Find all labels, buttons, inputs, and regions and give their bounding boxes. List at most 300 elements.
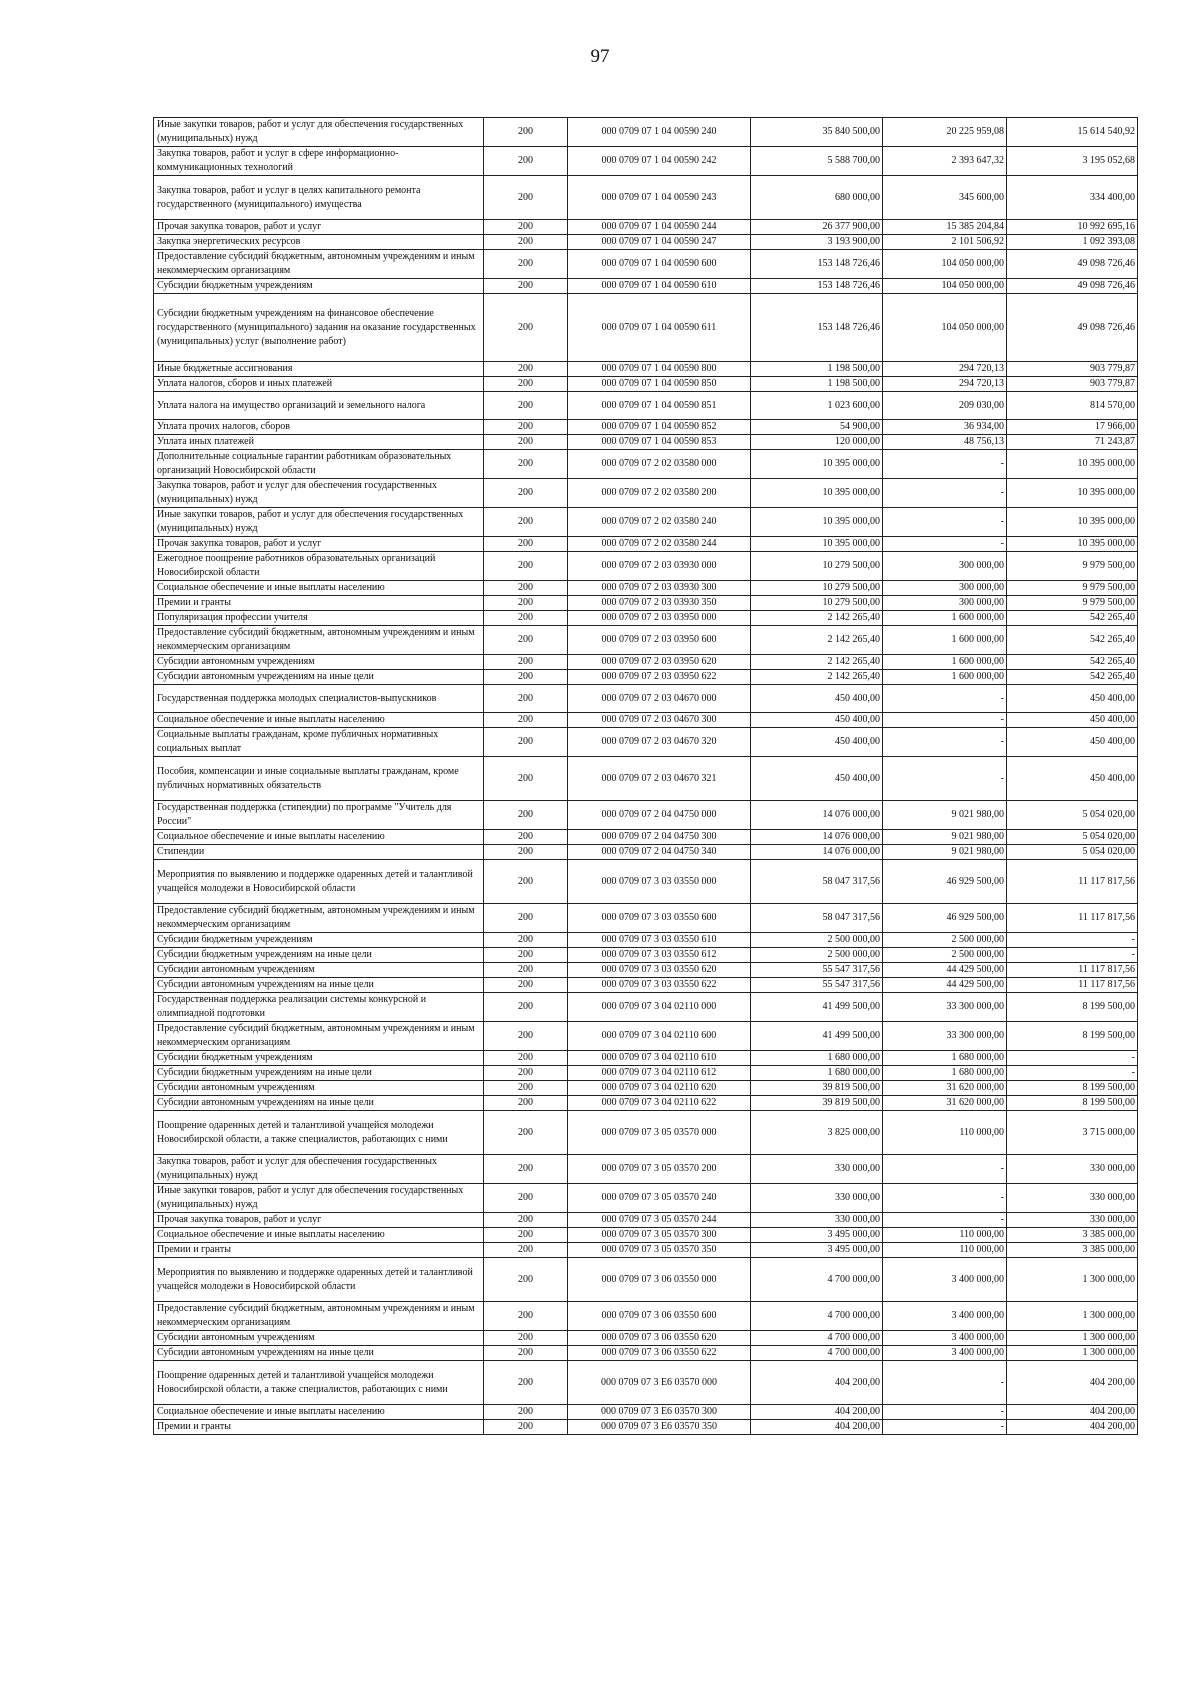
row-name: Субсидии автономным учреждениям на иные цели bbox=[154, 1096, 484, 1111]
row-name: Мероприятия по выявлению и поддержке одаренных детей и талантливой учащейся молодежи в Новосибирской области bbox=[154, 1258, 484, 1302]
row-remaining: 15 614 540,92 bbox=[1007, 118, 1138, 147]
row-remaining: 11 117 817,56 bbox=[1007, 963, 1138, 978]
row-executed: - bbox=[883, 508, 1007, 537]
row-executed: 31 620 000,00 bbox=[883, 1096, 1007, 1111]
row-executed: 110 000,00 bbox=[883, 1243, 1007, 1258]
row-name: Субсидии автономным учреждениям на иные цели bbox=[154, 1346, 484, 1361]
row-remaining: 5 054 020,00 bbox=[1007, 845, 1138, 860]
row-approved: 5 588 700,00 bbox=[751, 147, 883, 176]
row-budget-code: 000 0709 07 1 04 00590 600 bbox=[568, 250, 751, 279]
row-executed: - bbox=[883, 1155, 1007, 1184]
table-row bbox=[154, 830, 1138, 845]
row-budget-code: 000 0709 07 3 05 03570 240 bbox=[568, 1184, 751, 1213]
row-name: Закупка энергетических ресурсов bbox=[154, 235, 484, 250]
row-budget-code: 000 0709 07 3 05 03570 350 bbox=[568, 1243, 751, 1258]
row-budget-code: 000 0709 07 1 04 00590 240 bbox=[568, 118, 751, 147]
row-approved: 1 680 000,00 bbox=[751, 1066, 883, 1081]
table-row bbox=[154, 596, 1138, 611]
row-name: Субсидии автономным учреждениям bbox=[154, 1081, 484, 1096]
table-row bbox=[154, 845, 1138, 860]
row-remaining: 404 200,00 bbox=[1007, 1405, 1138, 1420]
row-name: Уплата прочих налогов, сборов bbox=[154, 420, 484, 435]
row-approved: 10 279 500,00 bbox=[751, 596, 883, 611]
row-approved: 4 700 000,00 bbox=[751, 1258, 883, 1302]
row-approved: 26 377 900,00 bbox=[751, 220, 883, 235]
row-executed: - bbox=[883, 1184, 1007, 1213]
row-approved: 153 148 726,46 bbox=[751, 294, 883, 362]
row-budget-code: 000 0709 07 3 05 03570 200 bbox=[568, 1155, 751, 1184]
row-executed: 2 500 000,00 bbox=[883, 948, 1007, 963]
row-admin-code: 200 bbox=[484, 581, 568, 596]
row-admin-code: 200 bbox=[484, 963, 568, 978]
row-budget-code: 000 0709 07 1 04 00590 247 bbox=[568, 235, 751, 250]
row-remaining: 1 300 000,00 bbox=[1007, 1346, 1138, 1361]
row-admin-code: 200 bbox=[484, 728, 568, 757]
row-admin-code: 200 bbox=[484, 235, 568, 250]
row-remaining: 10 395 000,00 bbox=[1007, 479, 1138, 508]
table-row bbox=[154, 948, 1138, 963]
row-budget-code: 000 0709 07 3 05 03570 300 bbox=[568, 1228, 751, 1243]
row-budget-code: 000 0709 07 3 06 03550 000 bbox=[568, 1258, 751, 1302]
row-remaining: 1 300 000,00 bbox=[1007, 1331, 1138, 1346]
row-budget-code: 000 0709 07 3 05 03570 000 bbox=[568, 1111, 751, 1155]
row-name: Социальное обеспечение и иные выплаты населению bbox=[154, 713, 484, 728]
row-remaining: 71 243,87 bbox=[1007, 435, 1138, 450]
table-row bbox=[154, 860, 1138, 904]
row-executed: 33 300 000,00 bbox=[883, 1022, 1007, 1051]
row-admin-code: 200 bbox=[484, 1258, 568, 1302]
row-budget-code: 000 0709 07 2 03 04670 320 bbox=[568, 728, 751, 757]
row-executed: 48 756,13 bbox=[883, 435, 1007, 450]
row-budget-code: 000 0709 07 2 03 03950 600 bbox=[568, 626, 751, 655]
row-name: Популяризация профессии учителя bbox=[154, 611, 484, 626]
row-approved: 1 198 500,00 bbox=[751, 377, 883, 392]
row-executed: 3 400 000,00 bbox=[883, 1346, 1007, 1361]
row-executed: 294 720,13 bbox=[883, 362, 1007, 377]
table-row bbox=[154, 1096, 1138, 1111]
row-remaining: 903 779,87 bbox=[1007, 377, 1138, 392]
row-remaining: - bbox=[1007, 1051, 1138, 1066]
table-row bbox=[154, 479, 1138, 508]
row-executed: 209 030,00 bbox=[883, 392, 1007, 420]
row-admin-code: 200 bbox=[484, 1213, 568, 1228]
row-budget-code: 000 0709 07 3 04 02110 622 bbox=[568, 1096, 751, 1111]
row-executed: 1 680 000,00 bbox=[883, 1066, 1007, 1081]
row-approved: 330 000,00 bbox=[751, 1184, 883, 1213]
row-admin-code: 200 bbox=[484, 552, 568, 581]
row-name: Закупка товаров, работ и услуг для обеспечения государственных (муниципальных) нужд bbox=[154, 1155, 484, 1184]
row-approved: 14 076 000,00 bbox=[751, 801, 883, 830]
row-budget-code: 000 0709 07 3 03 03550 600 bbox=[568, 904, 751, 933]
row-approved: 450 400,00 bbox=[751, 713, 883, 728]
row-name: Закупка товаров, работ и услуг для обеспечения государственных (муниципальных) нужд bbox=[154, 479, 484, 508]
row-remaining: 49 098 726,46 bbox=[1007, 294, 1138, 362]
row-executed: 33 300 000,00 bbox=[883, 993, 1007, 1022]
table-row bbox=[154, 508, 1138, 537]
row-admin-code: 200 bbox=[484, 1302, 568, 1331]
row-name: Уплата налогов, сборов и иных платежей bbox=[154, 377, 484, 392]
row-remaining: 10 395 000,00 bbox=[1007, 537, 1138, 552]
row-admin-code: 200 bbox=[484, 830, 568, 845]
row-name: Социальное обеспечение и иные выплаты населению bbox=[154, 1228, 484, 1243]
row-approved: 450 400,00 bbox=[751, 685, 883, 713]
row-approved: 55 547 317,56 bbox=[751, 978, 883, 993]
row-budget-code: 000 0709 07 3 04 02110 620 bbox=[568, 1081, 751, 1096]
row-budget-code: 000 0709 07 2 03 04670 300 bbox=[568, 713, 751, 728]
row-remaining: 903 779,87 bbox=[1007, 362, 1138, 377]
row-executed: - bbox=[883, 713, 1007, 728]
row-remaining: 49 098 726,46 bbox=[1007, 279, 1138, 294]
row-admin-code: 200 bbox=[484, 655, 568, 670]
row-name: Поощрение одаренных детей и талантливой учащейся молодежи Новосибирской области, а также специалистов, работающих с ними bbox=[154, 1111, 484, 1155]
row-approved: 450 400,00 bbox=[751, 728, 883, 757]
table-row bbox=[154, 420, 1138, 435]
row-budget-code: 000 0709 07 2 04 04750 340 bbox=[568, 845, 751, 860]
row-executed: 110 000,00 bbox=[883, 1228, 1007, 1243]
row-approved: 404 200,00 bbox=[751, 1361, 883, 1405]
row-remaining: 450 400,00 bbox=[1007, 728, 1138, 757]
row-admin-code: 200 bbox=[484, 250, 568, 279]
table-row bbox=[154, 713, 1138, 728]
row-name: Прочая закупка товаров, работ и услуг bbox=[154, 220, 484, 235]
row-budget-code: 000 0709 07 1 04 00590 853 bbox=[568, 435, 751, 450]
row-approved: 3 495 000,00 bbox=[751, 1243, 883, 1258]
table-row bbox=[154, 626, 1138, 655]
row-name: Субсидии автономным учреждениям bbox=[154, 963, 484, 978]
row-admin-code: 200 bbox=[484, 1243, 568, 1258]
table-row bbox=[154, 362, 1138, 377]
row-name: Мероприятия по выявлению и поддержке одаренных детей и талантливой учащейся молодежи в Новосибирской области bbox=[154, 860, 484, 904]
row-remaining: 334 400,00 bbox=[1007, 176, 1138, 220]
row-remaining: 542 265,40 bbox=[1007, 655, 1138, 670]
row-admin-code: 200 bbox=[484, 1096, 568, 1111]
row-executed: 1 600 000,00 bbox=[883, 626, 1007, 655]
row-admin-code: 200 bbox=[484, 420, 568, 435]
row-remaining: 330 000,00 bbox=[1007, 1184, 1138, 1213]
row-executed: 2 393 647,32 bbox=[883, 147, 1007, 176]
row-executed: 36 934,00 bbox=[883, 420, 1007, 435]
row-admin-code: 200 bbox=[484, 176, 568, 220]
row-budget-code: 000 0709 07 3 04 02110 612 bbox=[568, 1066, 751, 1081]
row-name: Субсидии бюджетным учреждениям на финансовое обеспечение государственного (муниципального) задания на оказание государственных (муниципальных) услуг (выполнение работ) bbox=[154, 294, 484, 362]
table-row bbox=[154, 904, 1138, 933]
row-remaining: 8 199 500,00 bbox=[1007, 1022, 1138, 1051]
row-admin-code: 200 bbox=[484, 1155, 568, 1184]
row-executed: 9 021 980,00 bbox=[883, 845, 1007, 860]
table-row bbox=[154, 670, 1138, 685]
table-row bbox=[154, 1081, 1138, 1096]
row-remaining: 8 199 500,00 bbox=[1007, 1096, 1138, 1111]
row-executed: - bbox=[883, 1361, 1007, 1405]
row-executed: 3 400 000,00 bbox=[883, 1302, 1007, 1331]
row-remaining: - bbox=[1007, 933, 1138, 948]
row-admin-code: 200 bbox=[484, 860, 568, 904]
row-executed: 104 050 000,00 bbox=[883, 294, 1007, 362]
row-budget-code: 000 0709 07 3 04 02110 000 bbox=[568, 993, 751, 1022]
row-name: Субсидии автономным учреждениям на иные цели bbox=[154, 978, 484, 993]
row-remaining: 3 385 000,00 bbox=[1007, 1228, 1138, 1243]
row-remaining: 10 395 000,00 bbox=[1007, 508, 1138, 537]
row-approved: 2 142 265,40 bbox=[751, 655, 883, 670]
row-name: Пособия, компенсации и иные социальные выплаты гражданам, кроме публичных нормативных обязательств bbox=[154, 757, 484, 801]
row-remaining: 542 265,40 bbox=[1007, 611, 1138, 626]
row-approved: 39 819 500,00 bbox=[751, 1081, 883, 1096]
budget-table-body bbox=[154, 118, 1138, 1435]
row-remaining: - bbox=[1007, 1066, 1138, 1081]
row-executed: 1 680 000,00 bbox=[883, 1051, 1007, 1066]
row-approved: 10 395 000,00 bbox=[751, 537, 883, 552]
row-admin-code: 200 bbox=[484, 1051, 568, 1066]
row-approved: 55 547 317,56 bbox=[751, 963, 883, 978]
row-executed: 345 600,00 bbox=[883, 176, 1007, 220]
row-name: Стипендии bbox=[154, 845, 484, 860]
row-budget-code: 000 0709 07 2 03 03950 622 bbox=[568, 670, 751, 685]
row-remaining: 542 265,40 bbox=[1007, 626, 1138, 655]
table-row bbox=[154, 1213, 1138, 1228]
row-admin-code: 200 bbox=[484, 1228, 568, 1243]
row-executed: 44 429 500,00 bbox=[883, 978, 1007, 993]
row-admin-code: 200 bbox=[484, 1331, 568, 1346]
row-remaining: 542 265,40 bbox=[1007, 670, 1138, 685]
row-approved: 14 076 000,00 bbox=[751, 845, 883, 860]
row-remaining: 814 570,00 bbox=[1007, 392, 1138, 420]
row-name: Иные бюджетные ассигнования bbox=[154, 362, 484, 377]
row-remaining: 3 715 000,00 bbox=[1007, 1111, 1138, 1155]
row-budget-code: 000 0709 07 2 02 03580 244 bbox=[568, 537, 751, 552]
row-executed: 3 400 000,00 bbox=[883, 1331, 1007, 1346]
row-budget-code: 000 0709 07 3 03 03550 612 bbox=[568, 948, 751, 963]
row-budget-code: 000 0709 07 2 03 03930 350 bbox=[568, 596, 751, 611]
row-remaining: 1 300 000,00 bbox=[1007, 1302, 1138, 1331]
row-executed: - bbox=[883, 450, 1007, 479]
row-name: Субсидии бюджетным учреждениям на иные цели bbox=[154, 948, 484, 963]
row-name: Уплата иных платежей bbox=[154, 435, 484, 450]
row-name: Социальное обеспечение и иные выплаты населению bbox=[154, 581, 484, 596]
row-approved: 330 000,00 bbox=[751, 1155, 883, 1184]
row-approved: 3 193 900,00 bbox=[751, 235, 883, 250]
row-approved: 58 047 317,56 bbox=[751, 904, 883, 933]
row-admin-code: 200 bbox=[484, 611, 568, 626]
row-executed: 1 600 000,00 bbox=[883, 670, 1007, 685]
row-admin-code: 200 bbox=[484, 147, 568, 176]
row-name: Закупка товаров, работ и услуг в целях капитального ремонта государственного (муниципального) имущества bbox=[154, 176, 484, 220]
row-remaining: 9 979 500,00 bbox=[1007, 596, 1138, 611]
row-approved: 10 395 000,00 bbox=[751, 508, 883, 537]
row-admin-code: 200 bbox=[484, 508, 568, 537]
table-row bbox=[154, 978, 1138, 993]
row-approved: 153 148 726,46 bbox=[751, 250, 883, 279]
row-name: Социальные выплаты гражданам, кроме публичных нормативных социальных выплат bbox=[154, 728, 484, 757]
row-approved: 4 700 000,00 bbox=[751, 1331, 883, 1346]
table-row bbox=[154, 963, 1138, 978]
row-admin-code: 200 bbox=[484, 713, 568, 728]
row-executed: 104 050 000,00 bbox=[883, 250, 1007, 279]
row-approved: 1 023 600,00 bbox=[751, 392, 883, 420]
table-row bbox=[154, 685, 1138, 713]
row-name: Субсидии автономным учреждениям на иные цели bbox=[154, 670, 484, 685]
budget-table bbox=[153, 117, 1138, 1435]
row-approved: 1 198 500,00 bbox=[751, 362, 883, 377]
table-row bbox=[154, 655, 1138, 670]
row-executed: 2 500 000,00 bbox=[883, 933, 1007, 948]
row-approved: 4 700 000,00 bbox=[751, 1302, 883, 1331]
row-executed: 20 225 959,08 bbox=[883, 118, 1007, 147]
row-remaining: 450 400,00 bbox=[1007, 757, 1138, 801]
row-name: Государственная поддержка реализации системы конкурсной и олимпиадной подготовки bbox=[154, 993, 484, 1022]
row-admin-code: 200 bbox=[484, 1081, 568, 1096]
row-executed: 2 101 506,92 bbox=[883, 235, 1007, 250]
row-remaining: 330 000,00 bbox=[1007, 1213, 1138, 1228]
table-row bbox=[154, 392, 1138, 420]
row-name: Иные закупки товаров, работ и услуг для обеспечения государственных (муниципальных) нужд bbox=[154, 118, 484, 147]
row-executed: 3 400 000,00 bbox=[883, 1258, 1007, 1302]
table-row bbox=[154, 220, 1138, 235]
row-executed: - bbox=[883, 1213, 1007, 1228]
row-budget-code: 000 0709 07 2 02 03580 000 bbox=[568, 450, 751, 479]
row-name: Субсидии бюджетным учреждениям bbox=[154, 279, 484, 294]
row-budget-code: 000 0709 07 1 04 00590 242 bbox=[568, 147, 751, 176]
row-admin-code: 200 bbox=[484, 279, 568, 294]
row-budget-code: 000 0709 07 1 04 00590 800 bbox=[568, 362, 751, 377]
table-row bbox=[154, 1346, 1138, 1361]
row-approved: 3 495 000,00 bbox=[751, 1228, 883, 1243]
row-name: Предоставление субсидий бюджетным, автономным учреждениям и иным некоммерческим организациям bbox=[154, 250, 484, 279]
row-executed: - bbox=[883, 1420, 1007, 1435]
row-admin-code: 200 bbox=[484, 1346, 568, 1361]
row-budget-code: 000 0709 07 3 06 03550 600 bbox=[568, 1302, 751, 1331]
table-row bbox=[154, 1331, 1138, 1346]
row-remaining: 3 195 052,68 bbox=[1007, 147, 1138, 176]
row-remaining: 9 979 500,00 bbox=[1007, 552, 1138, 581]
row-admin-code: 200 bbox=[484, 670, 568, 685]
table-row bbox=[154, 1228, 1138, 1243]
row-approved: 58 047 317,56 bbox=[751, 860, 883, 904]
table-row bbox=[154, 801, 1138, 830]
row-admin-code: 200 bbox=[484, 392, 568, 420]
row-admin-code: 200 bbox=[484, 978, 568, 993]
table-row bbox=[154, 933, 1138, 948]
row-budget-code: 000 0709 07 2 02 03580 200 bbox=[568, 479, 751, 508]
row-remaining: 11 117 817,56 bbox=[1007, 978, 1138, 993]
row-admin-code: 200 bbox=[484, 1066, 568, 1081]
row-approved: 14 076 000,00 bbox=[751, 830, 883, 845]
row-remaining: 450 400,00 bbox=[1007, 685, 1138, 713]
row-name: Предоставление субсидий бюджетным, автономным учреждениям и иным некоммерческим организациям bbox=[154, 1302, 484, 1331]
row-approved: 680 000,00 bbox=[751, 176, 883, 220]
row-admin-code: 200 bbox=[484, 377, 568, 392]
row-approved: 153 148 726,46 bbox=[751, 279, 883, 294]
row-remaining: 49 098 726,46 bbox=[1007, 250, 1138, 279]
row-name: Иные закупки товаров, работ и услуг для обеспечения государственных (муниципальных) нужд bbox=[154, 1184, 484, 1213]
row-name: Предоставление субсидий бюджетным, автономным учреждениям и иным некоммерческим организациям bbox=[154, 1022, 484, 1051]
row-approved: 10 279 500,00 bbox=[751, 552, 883, 581]
table-row bbox=[154, 1111, 1138, 1155]
row-budget-code: 000 0709 07 1 04 00590 611 bbox=[568, 294, 751, 362]
row-executed: - bbox=[883, 479, 1007, 508]
row-name: Премии и гранты bbox=[154, 1420, 484, 1435]
row-approved: 2 142 265,40 bbox=[751, 626, 883, 655]
row-remaining: 330 000,00 bbox=[1007, 1155, 1138, 1184]
row-budget-code: 000 0709 07 3 03 03550 610 bbox=[568, 933, 751, 948]
row-budget-code: 000 0709 07 3 05 03570 244 bbox=[568, 1213, 751, 1228]
table-row bbox=[154, 581, 1138, 596]
table-row bbox=[154, 435, 1138, 450]
table-row bbox=[154, 1051, 1138, 1066]
row-executed: - bbox=[883, 685, 1007, 713]
row-budget-code: 000 0709 07 2 04 04750 000 bbox=[568, 801, 751, 830]
row-name: Прочая закупка товаров, работ и услуг bbox=[154, 1213, 484, 1228]
row-budget-code: 000 0709 07 1 04 00590 852 bbox=[568, 420, 751, 435]
row-approved: 1 680 000,00 bbox=[751, 1051, 883, 1066]
table-row bbox=[154, 1302, 1138, 1331]
row-name: Премии и гранты bbox=[154, 596, 484, 611]
row-approved: 450 400,00 bbox=[751, 757, 883, 801]
row-name: Предоставление субсидий бюджетным, автономным учреждениям и иным некоммерческим организациям bbox=[154, 904, 484, 933]
row-approved: 41 499 500,00 bbox=[751, 993, 883, 1022]
table-row bbox=[154, 1405, 1138, 1420]
row-executed: - bbox=[883, 757, 1007, 801]
row-name: Субсидии автономным учреждениям bbox=[154, 655, 484, 670]
row-name: Субсидии бюджетным учреждениям на иные цели bbox=[154, 1066, 484, 1081]
row-executed: 104 050 000,00 bbox=[883, 279, 1007, 294]
row-name: Ежегодное поощрение работников образовательных организаций Новосибирской области bbox=[154, 552, 484, 581]
row-name: Государственная поддержка молодых специалистов-выпускников bbox=[154, 685, 484, 713]
row-budget-code: 000 0709 07 3 03 03550 620 bbox=[568, 963, 751, 978]
row-admin-code: 200 bbox=[484, 685, 568, 713]
row-approved: 41 499 500,00 bbox=[751, 1022, 883, 1051]
table-row bbox=[154, 1022, 1138, 1051]
row-remaining: 3 385 000,00 bbox=[1007, 1243, 1138, 1258]
row-admin-code: 200 bbox=[484, 1420, 568, 1435]
table-row bbox=[154, 279, 1138, 294]
row-budget-code: 000 0709 07 2 02 03580 240 bbox=[568, 508, 751, 537]
table-row bbox=[154, 450, 1138, 479]
row-admin-code: 200 bbox=[484, 757, 568, 801]
table-row bbox=[154, 147, 1138, 176]
row-executed: - bbox=[883, 728, 1007, 757]
row-admin-code: 200 bbox=[484, 1022, 568, 1051]
row-executed: 9 021 980,00 bbox=[883, 801, 1007, 830]
row-budget-code: 000 0709 07 3 06 03550 620 bbox=[568, 1331, 751, 1346]
row-admin-code: 200 bbox=[484, 362, 568, 377]
row-executed: 1 600 000,00 bbox=[883, 655, 1007, 670]
table-row bbox=[154, 294, 1138, 362]
row-admin-code: 200 bbox=[484, 904, 568, 933]
row-approved: 39 819 500,00 bbox=[751, 1096, 883, 1111]
row-admin-code: 200 bbox=[484, 294, 568, 362]
row-approved: 10 279 500,00 bbox=[751, 581, 883, 596]
row-budget-code: 000 0709 07 1 04 00590 610 bbox=[568, 279, 751, 294]
table-row bbox=[154, 537, 1138, 552]
row-name: Социальное обеспечение и иные выплаты населению bbox=[154, 1405, 484, 1420]
row-executed: 46 929 500,00 bbox=[883, 860, 1007, 904]
page-number: 97 bbox=[590, 46, 610, 67]
table-row bbox=[154, 1361, 1138, 1405]
row-remaining: 450 400,00 bbox=[1007, 713, 1138, 728]
row-budget-code: 000 0709 07 2 03 03930 000 bbox=[568, 552, 751, 581]
row-executed: 44 429 500,00 bbox=[883, 963, 1007, 978]
row-remaining: 5 054 020,00 bbox=[1007, 801, 1138, 830]
row-budget-code: 000 0709 07 1 04 00590 851 bbox=[568, 392, 751, 420]
row-name: Социальное обеспечение и иные выплаты населению bbox=[154, 830, 484, 845]
row-budget-code: 000 0709 07 3 E6 03570 350 bbox=[568, 1420, 751, 1435]
row-admin-code: 200 bbox=[484, 479, 568, 508]
row-admin-code: 200 bbox=[484, 626, 568, 655]
table-row bbox=[154, 377, 1138, 392]
row-budget-code: 000 0709 07 3 03 03550 622 bbox=[568, 978, 751, 993]
row-admin-code: 200 bbox=[484, 220, 568, 235]
row-name: Закупка товаров, работ и услуг в сфере информационно-коммуникационных технологий bbox=[154, 147, 484, 176]
